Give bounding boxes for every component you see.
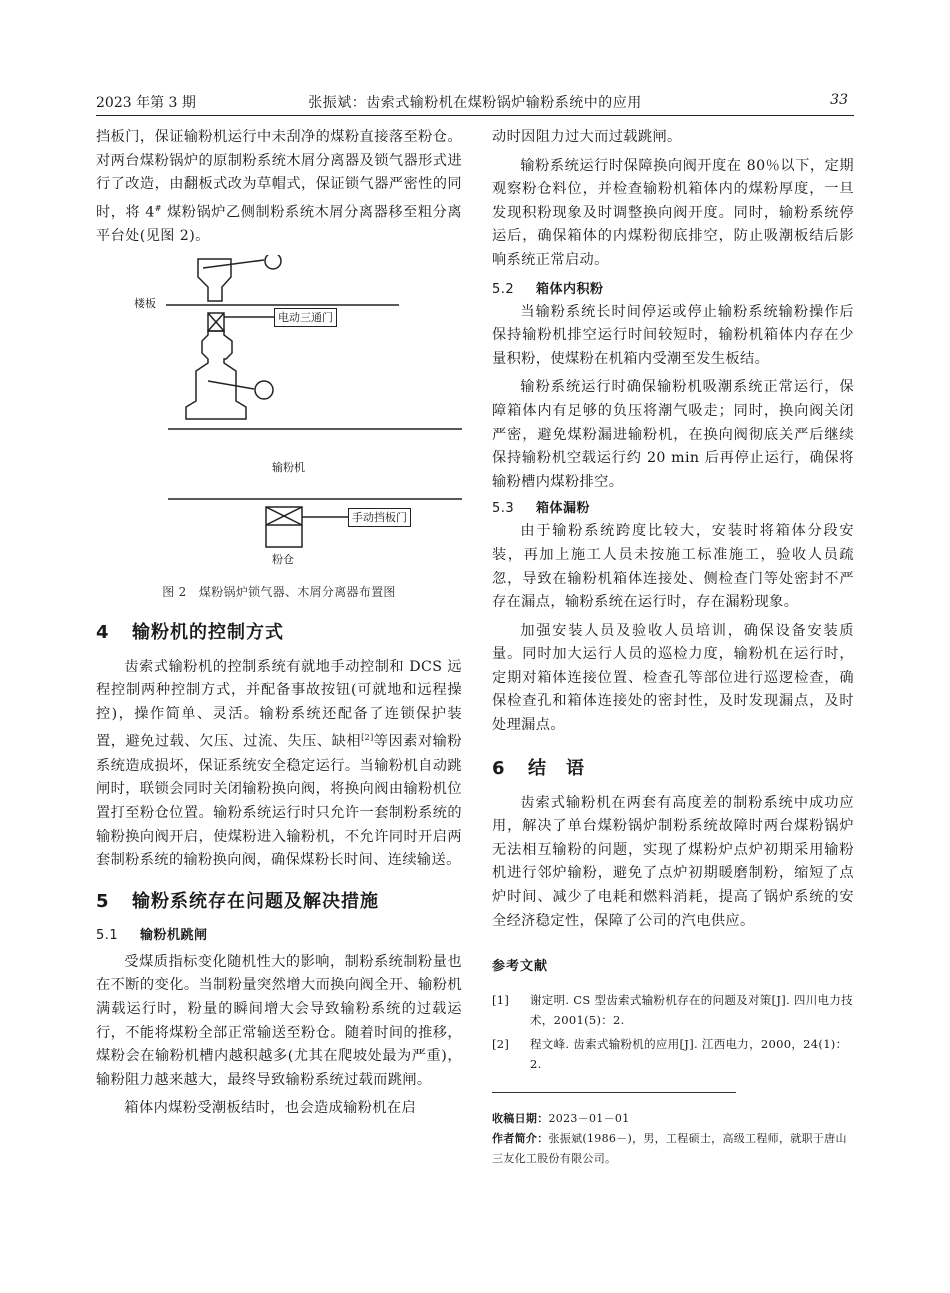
subsection-heading: 5.2 箱体内积粉 <box>492 281 604 297</box>
paragraph: 由于输粉系统跨度比较大，安装时将箱体分段安装，再加上施工人员未按施工标准施工，验收人员疏忽，导致在输粉机箱体连接处、侧检查门等处密封不严存在漏点，输粉系统在运行时，存在漏粉现象。 <box>492 523 854 611</box>
section-heading: 5 输粉系统存在问题及解决措施 <box>96 890 379 912</box>
reference-item: [1] 谢定明. CS 型齿索式输粉机存在的问题及对策[J]. 四川电力技术，2001(5)：2. <box>492 993 853 1028</box>
paragraph: 输粉系统运行时保障换向阀开度在 80％以下，定期观察粉仓料位，并检查输粉机箱体内的煤粉厚度，一旦发现积粉现象及时调整换向阀开度。同时，输粉系统停运后，确保箱体的内煤粉彻底排空，防止吸潮板结后影响系统正常启动。 <box>492 157 854 268</box>
reference-list <box>492 990 854 1074</box>
conveyor-label: 输粉机 <box>272 460 305 474</box>
citation: [2] <box>361 733 374 743</box>
figure-2 <box>96 255 462 579</box>
issue-label: 2023 年第 3 期 <box>96 95 196 111</box>
paragraph: 受煤质指标变化随机性大的影响，制粉系统制粉量也在不断的变化。当制粉量突然增大而换向阀全开、输粉机满载运行时，粉量的瞬间增大会导致输粉系统的过载运行，不能将煤粉全部正常输送至粉仓。随着时间的推移，煤粉会在输粉机槽内越积越多(尤其在爬坡处最为严重)，输粉阻力越来越大，最终导致输粉系统过载而跳闸。 <box>96 953 462 1088</box>
section-heading: 4 输粉机的控制方式 <box>96 621 284 643</box>
air-lock-body <box>186 331 246 419</box>
coal-bin <box>266 525 302 547</box>
section-heading: 6 结 语 <box>492 757 585 779</box>
footnote-rule <box>492 1092 736 1093</box>
separator-flap <box>203 260 264 268</box>
gate-label: 手动挡板门 <box>348 508 411 527</box>
figure-caption: 图 2 煤粉锅炉锁气器、木屑分离器布置图 <box>162 584 396 599</box>
air-lock-flap <box>208 381 254 389</box>
paragraph: 齿索式输粉机在两套有高度差的制粉系统中成功应用，解决了单台煤粉锅炉制粉系统故障时两台煤粉锅炉无法相互输粉的问题，实现了煤粉炉点炉初期采用输粉机进行邻炉输粉，避免了点炉初期暖磨制粉，缩短了点炉时间、减少了电耗和燃料消耗，提高了锅炉系统的安全经济稳定性，保障了公司的汽电供应。 <box>492 794 854 929</box>
reference-item: [2] 程文峰. 齿索式输粉机的应用[J]. 江西电力，2000，24(1)：2. <box>492 1037 848 1072</box>
header-rule <box>96 115 854 116</box>
valve-label: 电动三通门 <box>274 308 337 327</box>
paragraph: 挡板门，保证输粉机运行中未刮净的煤粉直接落至粉仓。对两台煤粉锅炉的原制粉系统木屑分离器及锁气器形式进行了改造，由翻板式改为草帽式，保证锁气器严密性的同时，将 4# 煤粉锅炉乙侧制粉系统木屑分离器移至粗分离平台处(见图 2)。 <box>96 129 462 245</box>
subsection-heading: 5.1 输粉机跳闸 <box>96 927 208 943</box>
left-column <box>96 126 462 1121</box>
paragraph: 箱体内煤粉受潮板结时，也会造成输粉机在启 <box>124 1100 417 1117</box>
floor-label: 楼板 <box>134 296 156 310</box>
running-title: 张振斌：齿索式输粉机在煤粉锅炉输粉系统中的应用 <box>308 95 642 111</box>
air-lock-weight <box>255 381 273 399</box>
paragraph: 加强安装人员及验收人员培训，确保设备安装质量。同时加大运行人员的巡检力度，输粉机在运行时，定期对箱体连接位置、检查孔等部位进行巡逻检查，确保检查孔和箱体连接处的密封性，及时发现漏点，及时处理漏点。 <box>492 622 854 734</box>
running-header <box>96 88 854 116</box>
references-heading: 参考文献 <box>492 959 549 975</box>
received-date: 收稿日期：2023－01－01 <box>492 1112 630 1126</box>
paragraph: 当输粉系统长时间停运或停止输粉系统输粉操作后保持输粉机排空运行时间较短时，输粉机箱体内存在少量积粉，使煤粉在机箱内受潮至发生板结。 <box>492 303 854 367</box>
superscript: # <box>154 203 162 213</box>
right-column <box>492 126 854 1169</box>
subsection-heading: 5.3 箱体漏粉 <box>492 501 591 517</box>
paragraph: 齿索式输粉机的控制系统有就地手动控制和 DCS 远程控制两种控制方式，并配备事故按钮(可就地和远程操控)，操作简单、灵活。输粉系统还配备了连锁保护装置，避免过载、欠压、过流、失压、缺相[2]等因素对输粉系统造成损坏，保证系统安全稳定运行。当输粉机自动跳闸时，联锁会同时关闭输粉换向阀，将换向阀由输粉机位置打至粉仓位置。输粉系统运行时只允许一套制粉系统的输粉换向阀开启，使煤粉进入输粉机，不允许同时开启两套制粉系统的输粉换向阀，确保煤粉长时间、连续输送。 <box>96 658 463 869</box>
bin-label: 粉仓 <box>272 552 294 566</box>
page-number: 33 <box>830 92 848 108</box>
separator-weight <box>265 255 281 269</box>
paragraph: 输粉系统运行时确保输粉机吸潮系统正常运行，保障箱体内有足够的负压将潮气吸走；同时，换向阀关闭严密，避免煤粉漏进输粉机，在换向阀彻底关严后继续保持输粉机空载运行约 20 min 后再停止运行，确保将输粉槽内煤粉排空。 <box>492 379 854 490</box>
author-bio: 作者简介：张振斌(1986－)，男，工程硕士，高级工程师，就职于唐山三友化工股份有限公司。 <box>492 1132 847 1166</box>
paragraph: 动时因阻力过大而过载跳闸。 <box>492 129 682 145</box>
